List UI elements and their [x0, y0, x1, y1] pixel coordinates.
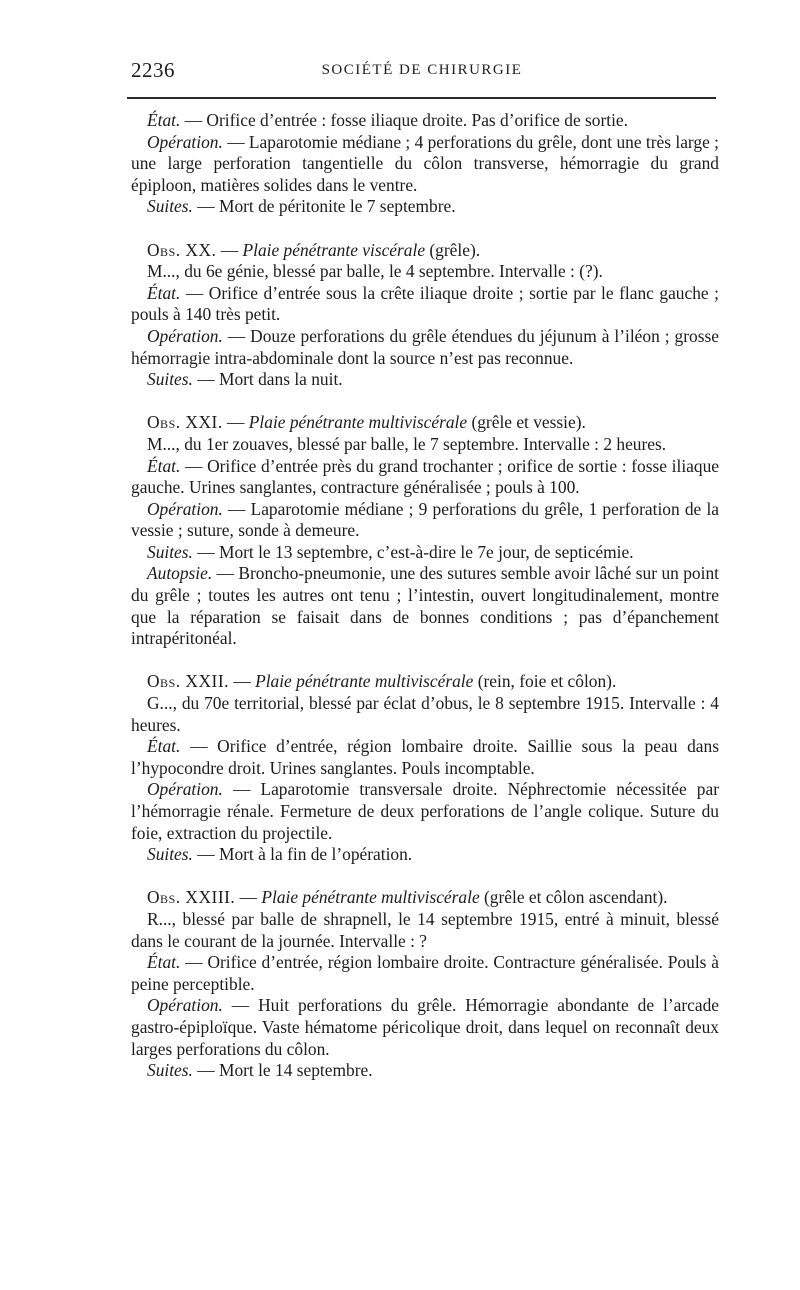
- heading-dash: —: [235, 887, 262, 908]
- paragraph-text: — Mort dans la nuit.: [192, 369, 343, 390]
- paragraph-label: Suites.: [147, 196, 193, 217]
- paragraph-text: — Laparotomie médiane ; 9 perforations du grêle, 1 perforation de la vessie ; suture, sonde à demeure.: [131, 498, 719, 541]
- observation-organs: (grêle et côlon ascendant).: [479, 887, 668, 908]
- observation-heading: [131, 240, 719, 262]
- patient-paragraph: [131, 909, 719, 952]
- heading-dash: —: [228, 671, 256, 692]
- running-title: SOCIÉTÉ DE CHIRURGIE: [321, 62, 523, 78]
- labeled-paragraph: [131, 456, 719, 499]
- paragraph-label: État.: [147, 110, 181, 130]
- observation-heading: [131, 412, 719, 434]
- paragraph-label: Autopsie.: [147, 563, 213, 584]
- labeled-paragraph: [131, 369, 719, 391]
- observation-heading: [131, 887, 719, 909]
- paragraph-label: État.: [147, 455, 181, 476]
- heading-dash: —: [222, 412, 249, 433]
- labeled-paragraph: [131, 995, 719, 1060]
- observation-title: Plaie pénétrante viscérale: [242, 239, 426, 260]
- paragraph-label: Opération.: [147, 131, 223, 152]
- labeled-paragraph: [131, 779, 719, 844]
- paragraph-label: État.: [147, 952, 181, 973]
- observation-title: Plaie pénétrante multiviscérale: [261, 887, 480, 908]
- paragraph-label: Opération.: [147, 325, 223, 346]
- observation-title: Plaie pénétrante multiviscérale: [255, 671, 474, 692]
- paragraph-text: — Huit perforations du grêle. Hémorragie abondante de l’arcade gastro-épiploïque. Vaste hématome péricolique droit, dans lequel on reconnaît deux larges perforations du côlon.: [131, 995, 719, 1059]
- page-body: [131, 110, 719, 1082]
- labeled-paragraph: [131, 132, 719, 197]
- paragraph-text: — Broncho-pneumonie, une des sutures semble avoir lâché sur un point du grêle ; toutes les autres ont tenu ; l’intestin, ouvert longitudinalement, montre que la réparation se faisait dans de bonnes conditions ; pas d’épanchement intrapéritonéal.: [131, 563, 719, 649]
- paragraph-text: R..., blessé par balle de shrapnell, le 14 septembre 1915, entré à minuit, blessé dans le courant de la journée. Intervalle : ?: [131, 908, 719, 951]
- labeled-paragraph: [131, 542, 719, 564]
- paragraph-text: — Douze perforations du grêle étendues du jéjunum à l’iléon ; grosse hémorragie intra-abdominale dont la source n’est pas reconnue.: [131, 325, 719, 368]
- paragraph-text: G..., du 70e territorial, blessé par éclat d’obus, le 8 septembre 1915. Intervalle : 4 heures.: [131, 693, 719, 735]
- paragraph-text: — Mort à la fin de l’opération.: [192, 844, 413, 865]
- labeled-paragraph: [131, 736, 719, 779]
- paragraph-text: — Orifice d’entrée, région lombaire droite. Saillie sous la peau dans l’hypocondre droit. Urines sanglantes. Pouls incomptable.: [131, 736, 719, 778]
- observation-number: Obs. XXII.: [147, 671, 229, 692]
- paragraph-text: — Orifice d’entrée sous la crête iliaque droite ; sortie par le flanc gauche ; pouls à 140 très petit.: [131, 282, 719, 325]
- paragraph-label: Suites.: [147, 369, 193, 390]
- heading-dash: —: [216, 239, 243, 260]
- paragraph-label: Opération.: [147, 779, 223, 800]
- labeled-paragraph: [131, 844, 719, 866]
- labeled-paragraph: [131, 499, 719, 542]
- patient-paragraph: [131, 693, 719, 736]
- labeled-paragraph: [131, 326, 719, 369]
- labeled-paragraph: [131, 110, 719, 132]
- paragraph-label: Suites.: [147, 844, 193, 865]
- paragraph-text: — Mort le 13 septembre, c’est-à-dire le 7e jour, de septicémie.: [192, 541, 634, 562]
- patient-paragraph: [131, 261, 719, 283]
- paragraph-label: Opération.: [147, 995, 223, 1016]
- paragraph-text: M..., du 1er zouaves, blessé par balle, le 7 septembre. Intervalle : 2 heures.: [147, 433, 667, 454]
- page-number: 2236: [131, 58, 175, 82]
- paragraph-label: Suites.: [147, 541, 193, 562]
- observation-organs: (grêle et vessie).: [467, 412, 586, 433]
- running-header: [128, 56, 716, 86]
- observation-title: Plaie pénétrante multiviscérale: [248, 412, 468, 433]
- paragraph-label: Suites.: [147, 1060, 193, 1081]
- observation-number: Obs. XXI.: [147, 412, 223, 433]
- paragraph-label: Opération.: [147, 498, 223, 519]
- observation-heading: [131, 671, 719, 693]
- paragraph-text: — Mort le 14 septembre.: [192, 1060, 373, 1081]
- labeled-paragraph: [131, 283, 719, 326]
- labeled-paragraph: [131, 1060, 719, 1082]
- observation-number: Obs. XX.: [147, 239, 217, 260]
- paragraph-text: — Mort de péritonite le 7 septembre.: [192, 196, 456, 217]
- paragraph-label: État.: [147, 282, 181, 303]
- paragraph-text: — Laparotomie transversale droite. Néphrectomie nécessitée par l’hémorragie rénale. Fermeture de deux perforations de l’angle colique. Suture du foie, extraction du projectile.: [131, 779, 719, 843]
- labeled-paragraph: [131, 563, 719, 649]
- paragraph-text: M..., du 6e génie, blessé par balle, le 4 septembre. Intervalle : (?).: [147, 261, 603, 282]
- paragraph-label: État.: [147, 736, 181, 757]
- header-rule: [127, 97, 716, 99]
- observation-organs: (rein, foie et côlon).: [473, 671, 617, 692]
- labeled-paragraph: [131, 196, 719, 218]
- labeled-paragraph: [131, 952, 719, 995]
- patient-paragraph: [131, 434, 719, 456]
- paragraph-text: — Orifice d’entrée : fosse iliaque droite. Pas d’orifice de sortie.: [180, 110, 628, 130]
- paragraph-text: — Orifice d’entrée près du grand trochanter ; orifice de sortie : fosse iliaque gauche. Urines sanglantes, contracture généralisée ; pouls à 100.: [131, 455, 719, 498]
- observation-organs: (grêle).: [425, 239, 481, 260]
- paragraph-text: — Laparotomie médiane ; 4 perforations du grêle, dont une très large ; une large perforation tangentielle du côlon transverse, hémorragie du grand épiploon, matières solides dans le ventre.: [131, 131, 719, 195]
- paragraph-text: — Orifice d’entrée, région lombaire droite. Contracture généralisée. Pouls à peine perceptible.: [131, 952, 719, 994]
- observation-number: Obs. XXIII.: [147, 887, 236, 908]
